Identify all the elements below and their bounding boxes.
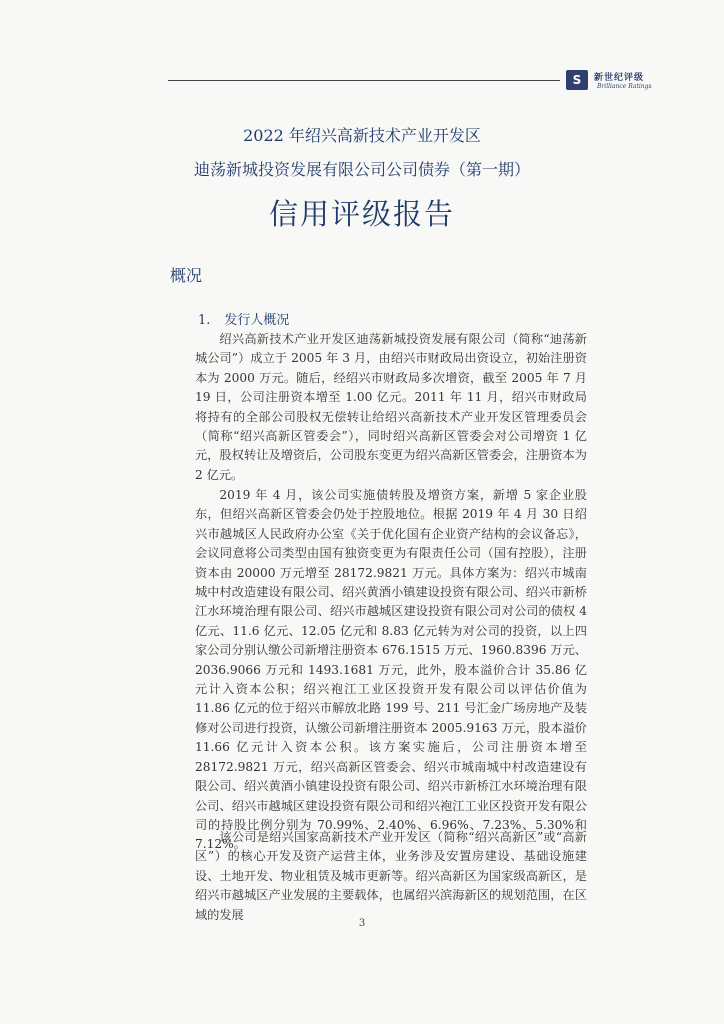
subsection-number: 1.: [198, 313, 211, 328]
brand-subtitle: Brilliance Ratings: [597, 83, 652, 90]
page-number: 3: [358, 918, 366, 929]
report-title-line-2: 迪荡新城投资发展有限公司公司债券（第一期）: [193, 160, 530, 179]
report-title-main: 信用评级报告: [268, 197, 455, 231]
report-title-line-1: 2022 年绍兴高新技术产业开发区: [243, 126, 481, 145]
brand-logo-icon: S: [566, 70, 588, 90]
paragraph-business-role: 该公司是绍兴国家高新技术产业开发区（简称“绍兴高新区”或“高新区”）的核心开发及资产运营主体，业务涉及安置房建设、基础设施建设、土地开发、物业租赁及城市更新等。绍兴高新区为国家级高新区，是绍兴市越城区产业发展的主要载体，也属绍兴滨海新区的规划范围，在区域的发展: [195, 830, 587, 922]
paragraph-restructuring: 2019 年 4 月，该公司实施债转股及增资方案，新增 5 家企业股东，但绍兴高新区管委会仍处于控股地位。根据 2019 年 4 月 30 日绍兴市越城区人民政府办公室《关于优化国有企业资产结构的会议备忘》，会议同意将公司类型由国有独资变更为有限责任公司（国有控股），注册资本由 20000 万元增至 28172.9821 万元。具体方案为：绍兴市城南城中村改造建设有限公司、绍兴黄酒小镇建设投资有限公司、绍兴市新桥江水环境治理有限公司、绍兴市越城区建设投资有限公司对公司的债权 4 亿元、11.6 亿元、12.05 亿元和 8.83 亿元转为对公司的投资，以上四家公司分别认缴公司新增注册资本 676.1515 万元、1960.8396 万元、2036.9066 万元和 1493.1681 万元，此外，股本溢价合计 35.86 亿元计入资本公积；绍兴袍江工业区投资开发有限公司以评估价值为 11.86 亿元的位于绍兴市解放北路 199 号、211 号汇金广场房地产及装修对公司进行投资，认缴公司新增注册资本 2005.9163 万元，股本溢价 11.66 亿元计入资本公积。该方案实施后，公司注册资本增至 28172.9821 万元，绍兴高新区管委会、绍兴市城南城中村改造建设有限公司、绍兴黄酒小镇建设投资有限公司、绍兴市新桥江水环境治理有限公司、绍兴市越城区建设投资有限公司和绍兴袍江工业区投资开发有限公司的持股比例分别为 70.99%、2.40%、6.96%、7.23%、5.30%和 7.12%。: [195, 488, 587, 852]
section-heading: 概况: [170, 266, 203, 285]
header-divider: [168, 80, 560, 81]
subsection-heading: [198, 309, 289, 328]
brand-name: 新世纪评级: [594, 73, 645, 83]
paragraph-company-history: 绍兴高新技术产业开发区迪荡新城投资发展有限公司（简称“迪荡新城公司”）成立于 2005 年 3 月，由绍兴市财政局出资设立，初始注册资本为 2000 万元。随后，经绍兴市财政局多次增资，截至 2005 年 7 月 19 日，公司注册资本增至 1.00 亿元。2011 年 11 月，绍兴市财政局将持有的全部公司股权无偿转让给绍兴高新技术产业开发区管理委员会（简称“绍兴高新区管委会”），同时绍兴高新区管委会对公司增资 1 亿元，股权转让及增资后，公司股东变更为绍兴高新区管委会，注册资本为 2 亿元。: [195, 332, 587, 482]
subsection-title: 发行人概况: [224, 313, 290, 328]
